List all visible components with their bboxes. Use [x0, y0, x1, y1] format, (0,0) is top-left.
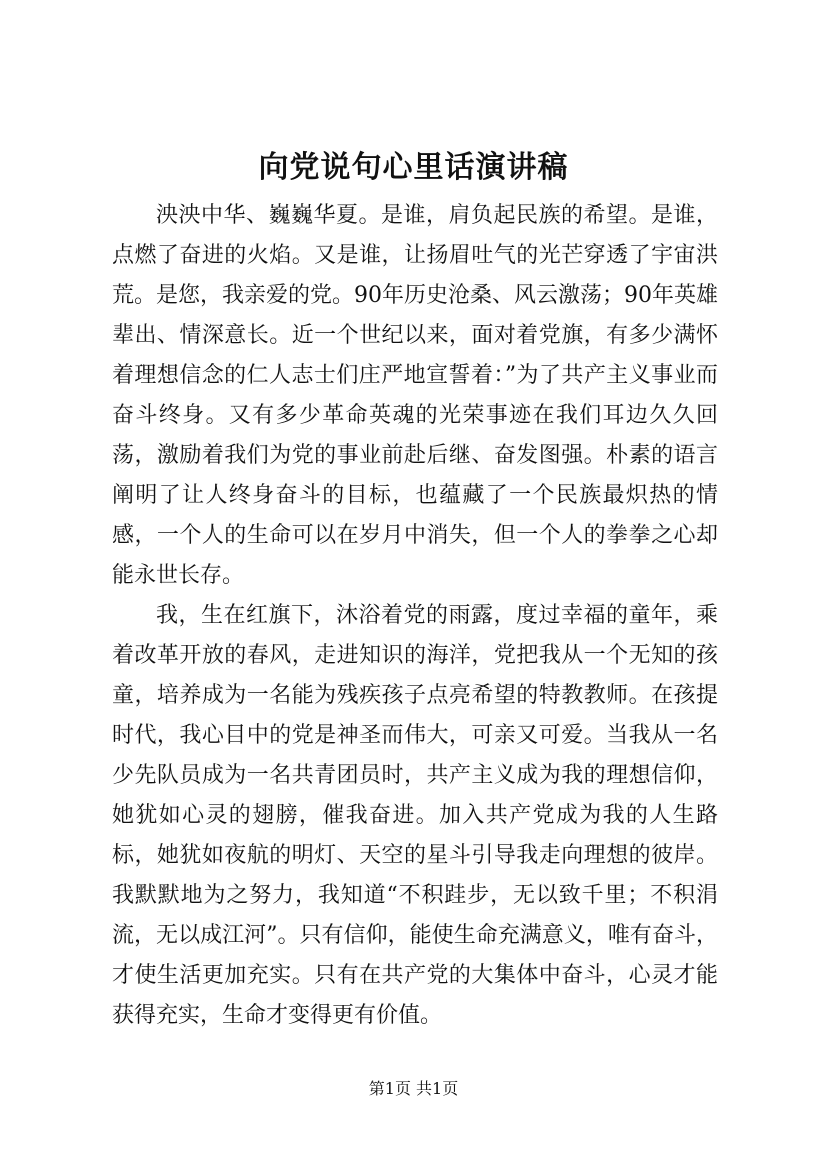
document-body — [112, 196, 718, 1036]
paragraph-2: 我，生在红旗下，沐浴着党的雨露，度过幸福的童年，乘着改革开放的春风，走进知识的海洋，党把我从一个无知的孩童，培养成为一名能为残疾孩子点亮希望的特教教师。在孩提时代，我心目中的党是神圣而伟大，可亲又可爱。当我从一名少先队员成为一名共青团员时，共产主义成为我的理想信仰，她犹如心灵的翅膀，催我奋进。加入共产党成为我的人生路标，她犹如夜航的明灯、天空的星斗引导我走向理想的彼岸。我默默地为之努力，我知道“不积跬步，无以致千里；不积涓流，无以成江河”。只有信仰，能使生命充满意义，唯有奋斗，才使生活更加充实。只有在共产党的大集体中奋斗，心灵才能获得充实，生命才变得更有价值。 — [112, 603, 718, 1028]
page-footer: 第1页 共1页 — [368, 1079, 459, 1098]
document-title: 向党说句心里话演讲稿 — [258, 150, 569, 185]
paragraph-1: 泱泱中华、巍巍华夏。是谁，肩负起民族的希望。是谁，点燃了奋进的火焰。又是谁，让扬眉吐气的光芒穿透了宇宙洪荒。是您，我亲爱的党。90年历史沧桑、风云激荡；90年英雄辈出、情深意长。近一个世纪以来，面对着党旗，有多少满怀着理想信念的仁人志士们庄严地宣誓着：”为了共产主义事业而奋斗终身。又有多少革命英魂的光荣事迹在我们耳边久久回荡，激励着我们为党的事业前赴后继、奋发图强。朴素的语言阐明了让人终身奋斗的目标，也蕴藏了一个民族最炽热的情感，一个人的生命可以在岁月中消失，但一个人的拳拳之心却能永世长存。 — [112, 203, 718, 588]
